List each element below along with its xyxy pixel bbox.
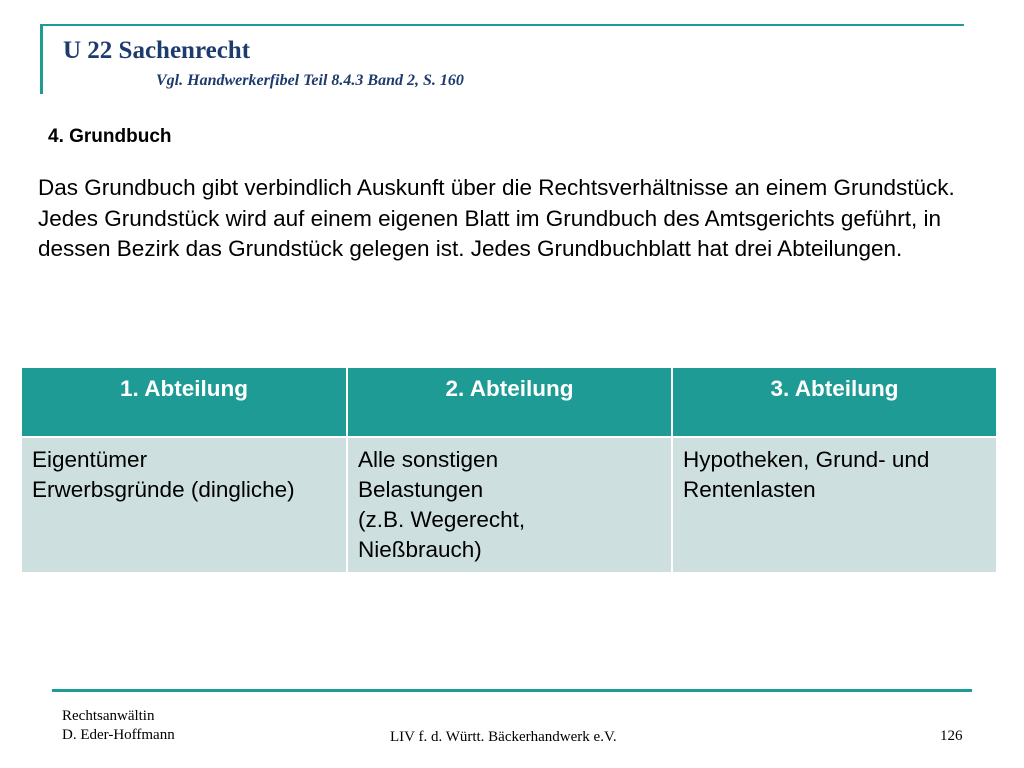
cell-text: Erwerbsgründe (dingliche) xyxy=(32,477,295,502)
column-header: 1. Abteilung xyxy=(21,367,347,437)
cell-text: Eigentümer xyxy=(32,447,148,472)
section-heading: 4. Grundbuch xyxy=(48,126,172,147)
column-header: 3. Abteilung xyxy=(672,367,997,437)
page-subtitle: Vgl. Handwerkerfibel Teil 8.4.3 Band 2, S. 160 xyxy=(156,72,464,89)
page-number: 126 xyxy=(940,728,963,744)
table-header-row xyxy=(21,367,997,437)
table-cell xyxy=(21,437,347,573)
abteilungen-table xyxy=(20,366,998,574)
column-header: 2. Abteilung xyxy=(347,367,672,437)
table-cell xyxy=(672,437,997,573)
table-row xyxy=(21,437,997,573)
cell-text: Hypotheken, Grund- und xyxy=(683,447,930,472)
footer-author xyxy=(62,707,175,745)
cell-text: Nießbrauch) xyxy=(358,537,482,562)
cell-text: Belastungen xyxy=(358,477,484,502)
footer-organization: LIV f. d. Württ. Bäckerhandwerk e.V. xyxy=(390,729,617,745)
cell-text: Alle sonstigen xyxy=(358,447,499,472)
footer-divider xyxy=(52,689,972,692)
footer-author-name: D. Eder-Hoffmann xyxy=(62,727,175,743)
cell-text: Rentenlasten xyxy=(683,477,816,502)
page-title: U 22 Sachenrecht xyxy=(63,37,251,64)
table-cell xyxy=(347,437,672,573)
cell-text: (z.B. Wegerecht, xyxy=(358,507,526,532)
body-paragraph: Das Grundbuch gibt verbindlich Auskunft über die Rechtsverhältnisse an einem Grundstück. Jedes Grundstück wird auf einem eigenen Blatt im Grundbuch des Amtsgerichts geführt, in dessen Bezirk das Grundstück gelegen ist. Jedes Grundbuchblatt hat drei Abteilungen. xyxy=(38,175,955,261)
footer-author-role: Rechtsanwältin xyxy=(62,708,155,724)
